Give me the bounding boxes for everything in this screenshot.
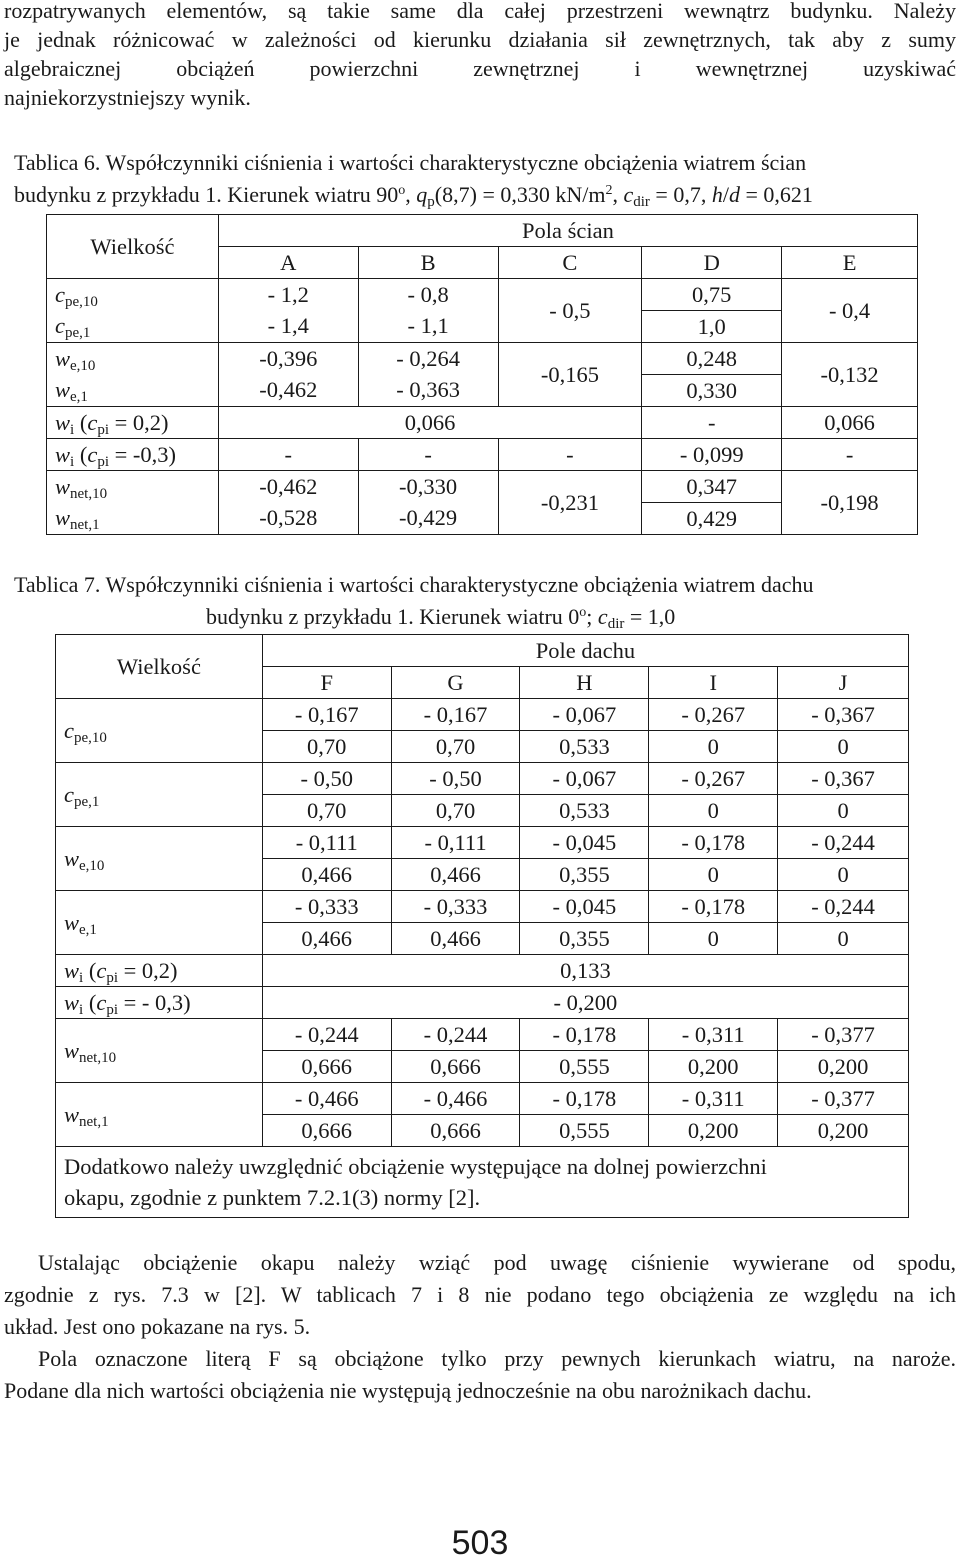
cell: - 1,2 <box>218 279 358 311</box>
column-header: D <box>642 247 782 279</box>
table-row <box>56 827 909 859</box>
cell: 0 <box>649 731 778 763</box>
cell: 0,330 <box>642 375 782 407</box>
cell: -0,528 <box>218 503 358 535</box>
outro-p2-line-2: Podane dla nich wartości obciążenia nie występują jednocześnie na obu narożnikach dachu. <box>4 1378 812 1403</box>
intro-line-1: rozpatrywanych elementów, są takie same dla całej przestrzeni wewnątrz budynku. Należy <box>4 0 956 23</box>
cell: 0,133 <box>262 955 908 987</box>
intro-line-4: najniekorzystniejszy wynik. <box>4 85 251 110</box>
column-header: A <box>218 247 358 279</box>
cell: - 0,167 <box>391 699 520 731</box>
row-label: $w_{e,1}$ <box>47 375 219 407</box>
cell: -0,462 <box>218 471 358 503</box>
column-header: G <box>391 667 520 699</box>
column-header: J <box>778 667 909 699</box>
row-label: $w_i$ $(c_{pi} = -0,3)$ <box>47 439 219 471</box>
column-header: I <box>649 667 778 699</box>
cell: 0,70 <box>262 795 391 827</box>
cell: - 0,8 <box>358 279 498 311</box>
cell: - 0,244 <box>391 1019 520 1051</box>
cell: - 0,333 <box>391 891 520 923</box>
cell: - 0,244 <box>778 827 909 859</box>
cell: - 0,50 <box>391 763 520 795</box>
cell: 0,75 <box>642 279 782 311</box>
cell: - 0,311 <box>649 1019 778 1051</box>
cell: 0,533 <box>520 795 649 827</box>
cell: - 0,067 <box>520 763 649 795</box>
header-fields: Pole dachu <box>262 635 908 667</box>
cell: - 0,264 <box>358 343 498 375</box>
page-number: 503 <box>451 1524 509 1562</box>
cell: 0,70 <box>262 731 391 763</box>
cell: 0,70 <box>391 795 520 827</box>
table6-caption-line-2: budynku z przykładu 1. Kierunek wiatru 90$^o$, $q_p(8,7) = 0,330$ $kN/m^2$, $c_{dir} = 0,7$, h/d = 0,621 <box>14 182 813 210</box>
cell: 0,533 <box>520 731 649 763</box>
cell: - 0,111 <box>391 827 520 859</box>
header-fields: Pola ścian <box>218 215 917 247</box>
cell: 0,666 <box>262 1051 391 1083</box>
cell: - 0,200 <box>262 987 908 1019</box>
cell: -0,231 <box>498 471 642 535</box>
cell: - 0,4 <box>782 279 918 343</box>
row-label: $w_i$ $(c_{pi} = 0,2)$ <box>56 955 263 987</box>
cell: - 0,099 <box>642 439 782 471</box>
cell: - 0,367 <box>778 763 909 795</box>
cell: 0,666 <box>391 1051 520 1083</box>
cell: - <box>498 439 642 471</box>
table6-caption-line-1: Tablica 6. Współczynniki ciśnienia i wartości charakterystyczne obciążenia wiatrem ścian <box>14 150 807 175</box>
cell: -0,330 <box>358 471 498 503</box>
cell: - 0,178 <box>649 891 778 923</box>
outro-p1-line-1: Ustalając obciążenie okapu należy wziąć pod uwagę ciśnienie wywierane od spodu, <box>38 1250 956 1275</box>
cell: - 0,045 <box>520 891 649 923</box>
cell: - 1,1 <box>358 311 498 343</box>
cell: 0,666 <box>391 1115 520 1147</box>
table-row <box>56 955 909 987</box>
table-row <box>56 1083 909 1115</box>
cell: -0,198 <box>782 471 918 535</box>
table-row <box>56 635 909 667</box>
cell: 0,347 <box>642 471 782 503</box>
cell: 0,466 <box>391 923 520 955</box>
cell: 0,248 <box>642 343 782 375</box>
header-quantity: Wielkość <box>47 215 219 279</box>
cell: - 0,333 <box>262 891 391 923</box>
row-label: $w_{e,1}$ <box>56 891 263 955</box>
column-header: F <box>262 667 391 699</box>
table-row <box>56 1147 909 1218</box>
row-label: $c_{pe,10}$ <box>56 699 263 763</box>
cell: 0,200 <box>649 1115 778 1147</box>
table-row <box>47 471 918 503</box>
table7-caption-line-1: Tablica 7. Współczynniki ciśnienia i wartości charakterystyczne obciążenia wiatrem dachu <box>14 572 814 597</box>
cell: -0,429 <box>358 503 498 535</box>
intro-line-3: algebraicznej obciążeń powierzchni zewnętrznej i wewnętrznej uzyskiwać <box>4 56 956 81</box>
table-6 <box>46 214 918 535</box>
cell: - 0,167 <box>262 699 391 731</box>
row-label: $c_{pe,10}$ <box>47 279 219 311</box>
row-label: $w_{net,10}$ <box>56 1019 263 1083</box>
outro-p1-line-3: układ. Jest ono pokazane na rys. 5. <box>4 1314 311 1339</box>
cell: - 0,178 <box>520 1019 649 1051</box>
table-row <box>56 987 909 1019</box>
cell: - 0,311 <box>649 1083 778 1115</box>
table-7 <box>55 634 909 1218</box>
header-quantity: Wielkość <box>56 635 263 699</box>
outro-p2-line-1: Pola oznaczone literą F są obciążone tylko przy pewnych kierunkach wiatru, na naroże. <box>38 1346 956 1371</box>
cell: - 0,067 <box>520 699 649 731</box>
table-row <box>56 763 909 795</box>
cell: -0,396 <box>218 343 358 375</box>
row-label: $w_{net,1}$ <box>47 503 219 535</box>
table-row <box>56 891 909 923</box>
cell: 1,0 <box>642 311 782 343</box>
cell: - 0,367 <box>778 699 909 731</box>
cell: 0 <box>778 731 909 763</box>
column-header: H <box>520 667 649 699</box>
cell: - 0,267 <box>649 699 778 731</box>
cell: - 0,244 <box>262 1019 391 1051</box>
row-label: $w_{net,10}$ <box>47 471 219 503</box>
column-header: B <box>358 247 498 279</box>
row-label: $w_{net,1}$ <box>56 1083 263 1147</box>
table-row <box>47 215 918 247</box>
table-row <box>47 343 918 375</box>
cell: -0,165 <box>498 343 642 407</box>
cell: 0,355 <box>520 859 649 891</box>
cell: 0,066 <box>218 407 641 439</box>
cell: 0,555 <box>520 1115 649 1147</box>
cell: 0,466 <box>262 923 391 955</box>
cell: - 0,267 <box>649 763 778 795</box>
table-note <box>56 1147 909 1218</box>
cell: 0 <box>649 923 778 955</box>
table-row <box>47 279 918 311</box>
cell: -0,132 <box>782 343 918 407</box>
row-label: $w_{e,10}$ <box>56 827 263 891</box>
cell: 0 <box>778 859 909 891</box>
cell: -0,462 <box>218 375 358 407</box>
row-label: $w_i$ $(c_{pi} = 0,2)$ <box>47 407 219 439</box>
intro-line-2: je jednak różnicować w zależności od kierunku działania sił zewnętrznych, tak aby z sumy <box>4 27 956 52</box>
cell: - 0,5 <box>498 279 642 343</box>
table-note-line-2: okapu, zgodnie z punktem 7.2.1(3) normy [2]. <box>64 1185 481 1210</box>
cell: - <box>782 439 918 471</box>
cell: - 1,4 <box>218 311 358 343</box>
cell: 0,200 <box>778 1051 909 1083</box>
row-label: $w_{e,10}$ <box>47 343 219 375</box>
cell: - 0,111 <box>262 827 391 859</box>
cell: 0 <box>649 859 778 891</box>
cell: - 0,244 <box>778 891 909 923</box>
cell: 0,066 <box>782 407 918 439</box>
cell: - 0,363 <box>358 375 498 407</box>
cell: - 0,377 <box>778 1019 909 1051</box>
column-header: C <box>498 247 642 279</box>
table-row <box>47 439 918 471</box>
cell: 0,555 <box>520 1051 649 1083</box>
cell: - 0,377 <box>778 1083 909 1115</box>
cell: 0,70 <box>391 731 520 763</box>
cell: 0,466 <box>262 859 391 891</box>
cell: 0,355 <box>520 923 649 955</box>
row-label: $c_{pe,1}$ <box>56 763 263 827</box>
cell: - <box>218 439 358 471</box>
row-label: $w_i$ ($c_{pi}$ = - 0,3) <box>56 987 263 1019</box>
cell: - 0,045 <box>520 827 649 859</box>
cell: - 0,466 <box>391 1083 520 1115</box>
row-label: $c_{pe,1}$ <box>47 311 219 343</box>
cell: 0,466 <box>391 859 520 891</box>
table-row <box>47 407 918 439</box>
cell: 0,666 <box>262 1115 391 1147</box>
cell: 0,200 <box>649 1051 778 1083</box>
cell: 0 <box>778 923 909 955</box>
cell: - <box>642 407 782 439</box>
cell: 0,200 <box>778 1115 909 1147</box>
cell: - <box>358 439 498 471</box>
table-row <box>56 1019 909 1051</box>
table-row <box>56 699 909 731</box>
table-note-line-1: Dodatkowo należy uwzględnić obciążenie występujące na dolnej powierzchni <box>64 1154 767 1179</box>
cell: - 0,178 <box>520 1083 649 1115</box>
cell: - 0,466 <box>262 1083 391 1115</box>
cell: - 0,50 <box>262 763 391 795</box>
cell: 0,429 <box>642 503 782 535</box>
outro-p1-line-2: zgodnie z rys. 7.3 w [2]. W tablicach 7 i 8 nie podano tego obciążenia ze względu na ich <box>4 1282 956 1307</box>
cell: - 0,178 <box>649 827 778 859</box>
column-header: E <box>782 247 918 279</box>
cell: 0 <box>649 795 778 827</box>
cell: 0 <box>778 795 909 827</box>
table7-caption-line-2: budynku z przykładu 1. Kierunek wiatru 0$^o$; $c_{dir} = 1,0$ <box>206 604 676 632</box>
